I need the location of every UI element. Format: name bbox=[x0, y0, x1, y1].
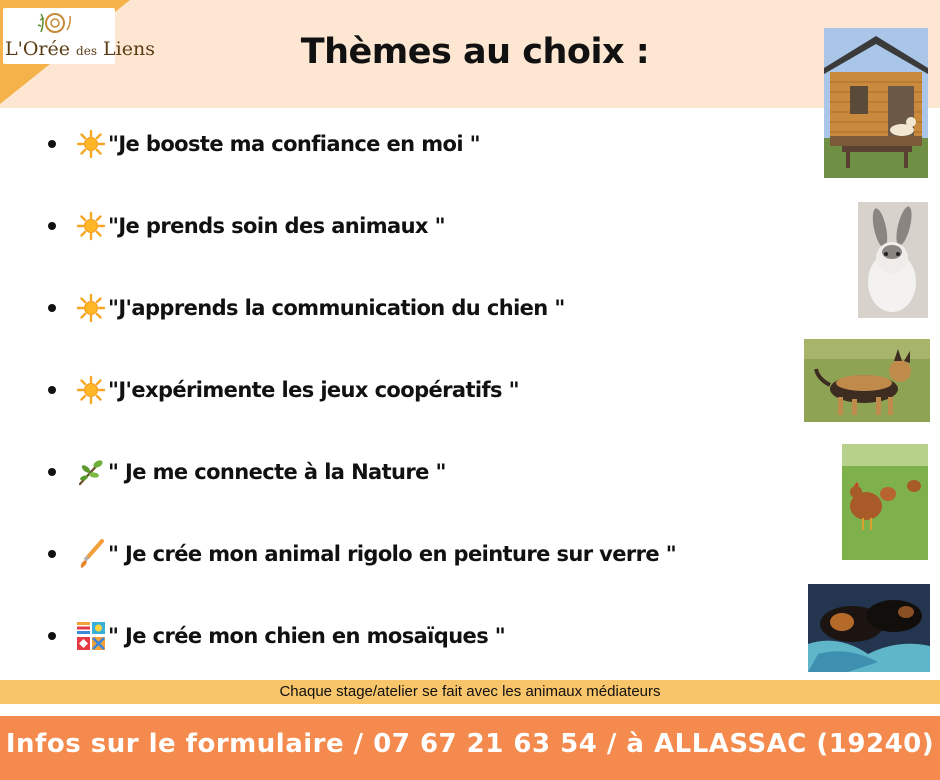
bullet-dot bbox=[48, 386, 56, 394]
logo-flower-icon bbox=[37, 10, 73, 38]
logo-text bbox=[5, 38, 155, 60]
sun-icon bbox=[76, 211, 106, 241]
paintbrush-icon bbox=[76, 539, 106, 569]
sun-icon bbox=[76, 129, 106, 159]
mosaic-icon bbox=[76, 621, 106, 651]
bullet-dot bbox=[48, 632, 56, 640]
small-dog-photo bbox=[804, 339, 930, 422]
theme-label: " Je crée mon animal rigolo en peinture sur verre " bbox=[108, 542, 677, 566]
theme-item-mosaic bbox=[48, 616, 505, 656]
mediator-animals-note: Chaque stage/atelier se fait avec les animaux médiateurs bbox=[279, 683, 661, 700]
contact-info: Infos sur le formulaire / 07 67 21 63 54 / à ALLASSAC (19240) bbox=[5, 729, 935, 759]
wooden-cabin-dog-photo bbox=[824, 28, 928, 178]
theme-item-cooperative-games bbox=[48, 370, 519, 410]
logo-text-main: L'Orée bbox=[5, 38, 70, 60]
theme-item-confidence bbox=[48, 124, 480, 164]
bullet-dot bbox=[48, 140, 56, 148]
herb-icon bbox=[76, 457, 106, 487]
logo bbox=[3, 8, 155, 64]
theme-label: "Je prends soin des animaux " bbox=[108, 214, 445, 238]
page-title: Thèmes au choix : bbox=[300, 32, 650, 72]
theme-label: "Je booste ma confiance en moi " bbox=[108, 132, 480, 156]
theme-label: "J'expérimente les jeux coopératifs " bbox=[108, 378, 519, 402]
theme-item-dog-communication bbox=[48, 288, 565, 328]
rabbit-photo bbox=[858, 202, 928, 318]
theme-label: "J'apprends la communication du chien " bbox=[108, 296, 565, 320]
bullet-dot bbox=[48, 468, 56, 476]
theme-label: " Je crée mon chien en mosaïques " bbox=[108, 624, 506, 648]
theme-item-nature bbox=[48, 452, 446, 492]
sun-icon bbox=[76, 293, 106, 323]
logo-text-end: Liens bbox=[103, 38, 155, 60]
theme-label: " Je me connecte à la Nature " bbox=[108, 460, 446, 484]
bullet-dot bbox=[48, 222, 56, 230]
bullet-dot bbox=[48, 304, 56, 312]
bullet-dot bbox=[48, 550, 56, 558]
theme-item-animal-care bbox=[48, 206, 445, 246]
guinea-pigs-photo bbox=[808, 584, 930, 672]
sun-icon bbox=[76, 375, 106, 405]
chickens-photo bbox=[842, 444, 928, 560]
logo-text-small: des bbox=[76, 44, 97, 58]
theme-item-glass-painting bbox=[48, 534, 676, 574]
